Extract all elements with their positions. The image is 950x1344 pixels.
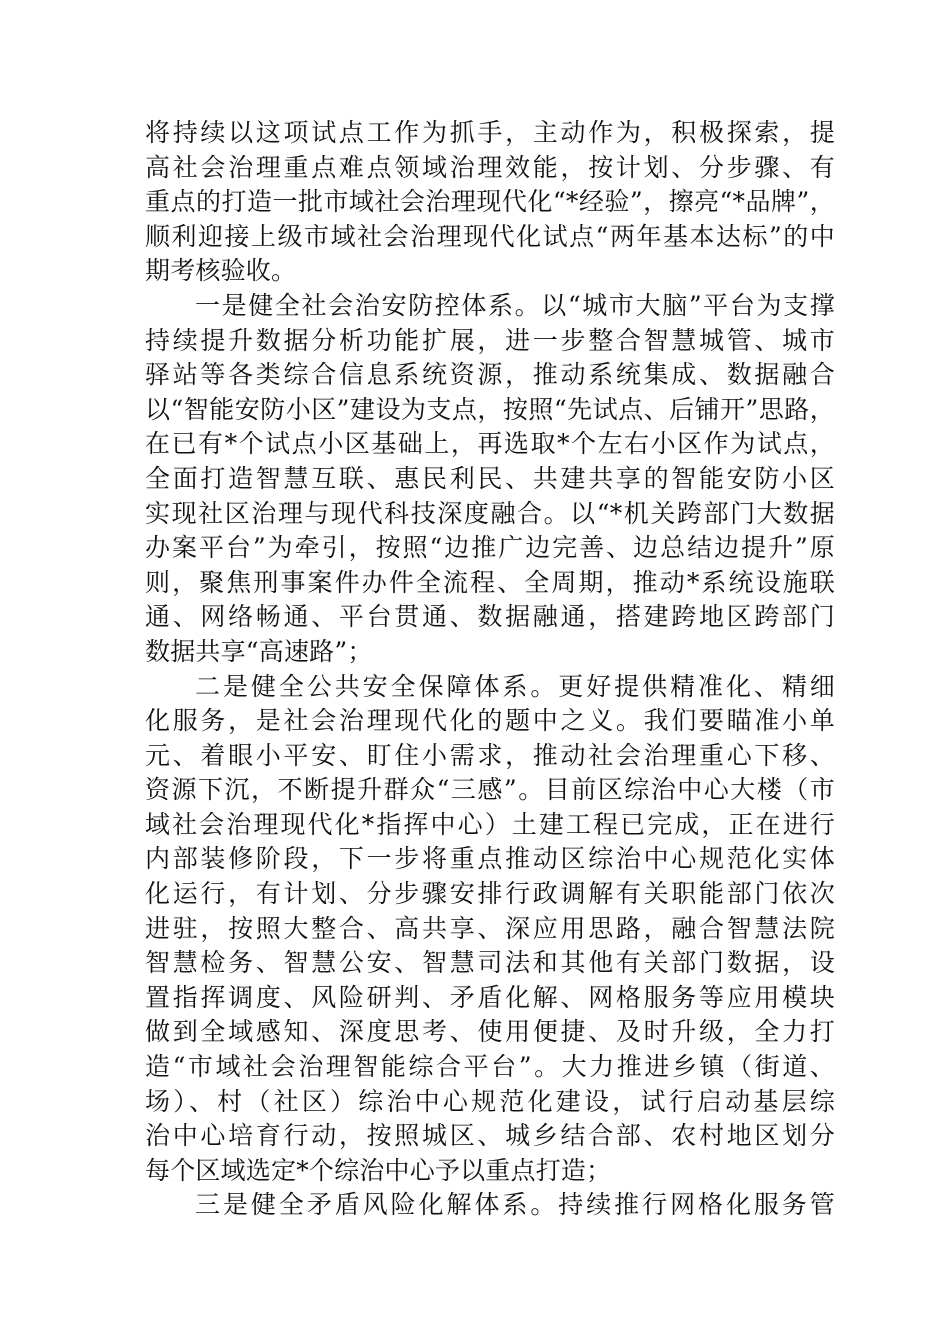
text-line: 实现社区治理与现代科技深度融合。以“*机关跨部门大数据 bbox=[145, 498, 835, 528]
text-line: 智慧检务、智慧公安、智慧司法和其他有关部门数据，设 bbox=[145, 948, 835, 978]
text-line: 顺利迎接上级市域社会治理现代化试点“两年基本达标”的中 bbox=[145, 221, 835, 251]
text-line: 场）、村（社区）综治中心规范化建设，试行启动基层综 bbox=[145, 1086, 835, 1116]
text-line: 做到全域感知、深度思考、使用便捷、及时升级，全力打 bbox=[145, 1017, 835, 1047]
text-line: 在已有*个试点小区基础上，再选取*个左右小区作为试点， bbox=[145, 429, 835, 459]
text-line: 以“智能安防小区”建设为支点，按照“先试点、后铺开”思路， bbox=[145, 394, 835, 424]
text-line: 通、网络畅通、平台贯通、数据融通，搭建跨地区跨部门 bbox=[145, 602, 835, 632]
text-line: 数据共享“高速路”； bbox=[145, 636, 373, 666]
text-line: 造“市域社会治理智能综合平台”。大力推进乡镇（街道、 bbox=[145, 1052, 835, 1082]
text-line: 资源下沉，不断提升群众“三感”。目前区综治中心大楼（市 bbox=[145, 775, 835, 805]
text-line: 期考核验收。 bbox=[145, 256, 297, 286]
paragraph-first-line: 二是健全公共安全保障体系。更好提供精准化、精细 bbox=[195, 671, 835, 701]
document-body bbox=[145, 116, 835, 1223]
text-line: 化运行，有计划、分步骤安排行政调解有关职能部门依次 bbox=[145, 879, 835, 909]
text-line: 办案平台”为牵引，按照“边推广边完善、边总结边提升”原 bbox=[145, 533, 835, 563]
text-line: 每个区域选定*个综治中心予以重点打造； bbox=[145, 1155, 612, 1185]
text-line: 则，聚焦刑事案件办件全流程、全周期，推动*系统设施联 bbox=[145, 567, 835, 597]
text-line: 置指挥调度、风险研判、矛盾化解、网格服务等应用模块 bbox=[145, 982, 835, 1012]
text-line: 内部装修阶段，下一步将重点推动区综治中心规范化实体 bbox=[145, 844, 835, 874]
text-line: 化服务，是社会治理现代化的题中之义。我们要瞄准小单 bbox=[145, 706, 835, 736]
paragraph-first-line: 三是健全矛盾风险化解体系。持续推行网格化服务管 bbox=[195, 1190, 835, 1220]
text-line: 治中心培育行动，按照城区、城乡结合部、农村地区划分 bbox=[145, 1121, 835, 1151]
text-line: 进驻，按照大整合、高共享、深应用思路，融合智慧法院 bbox=[145, 913, 835, 943]
paragraph-first-line: 一是健全社会治安防控体系。以“城市大脑”平台为支撑 bbox=[195, 290, 835, 320]
text-line: 重点的打造一批市域社会治理现代化“*经验”，擦亮“*品牌”， bbox=[145, 187, 835, 217]
text-line: 域社会治理现代化*指挥中心）土建工程已完成，正在进行 bbox=[145, 809, 835, 839]
text-line: 元、着眼小平安、盯住小需求，推动社会治理重心下移、 bbox=[145, 740, 835, 770]
text-line: 驿站等各类综合信息系统资源，推动系统集成、数据融合 bbox=[145, 360, 835, 390]
text-line: 将持续以这项试点工作为抓手，主动作为，积极探索，提 bbox=[145, 118, 835, 147]
text-line: 全面打造智慧互联、惠民利民、共建共享的智能安防小区 bbox=[145, 463, 835, 493]
text-line: 高社会治理重点难点领域治理效能，按计划、分步骤、有 bbox=[145, 152, 835, 182]
text-line: 持续提升数据分析功能扩展，进一步整合智慧城管、城市 bbox=[145, 325, 835, 355]
